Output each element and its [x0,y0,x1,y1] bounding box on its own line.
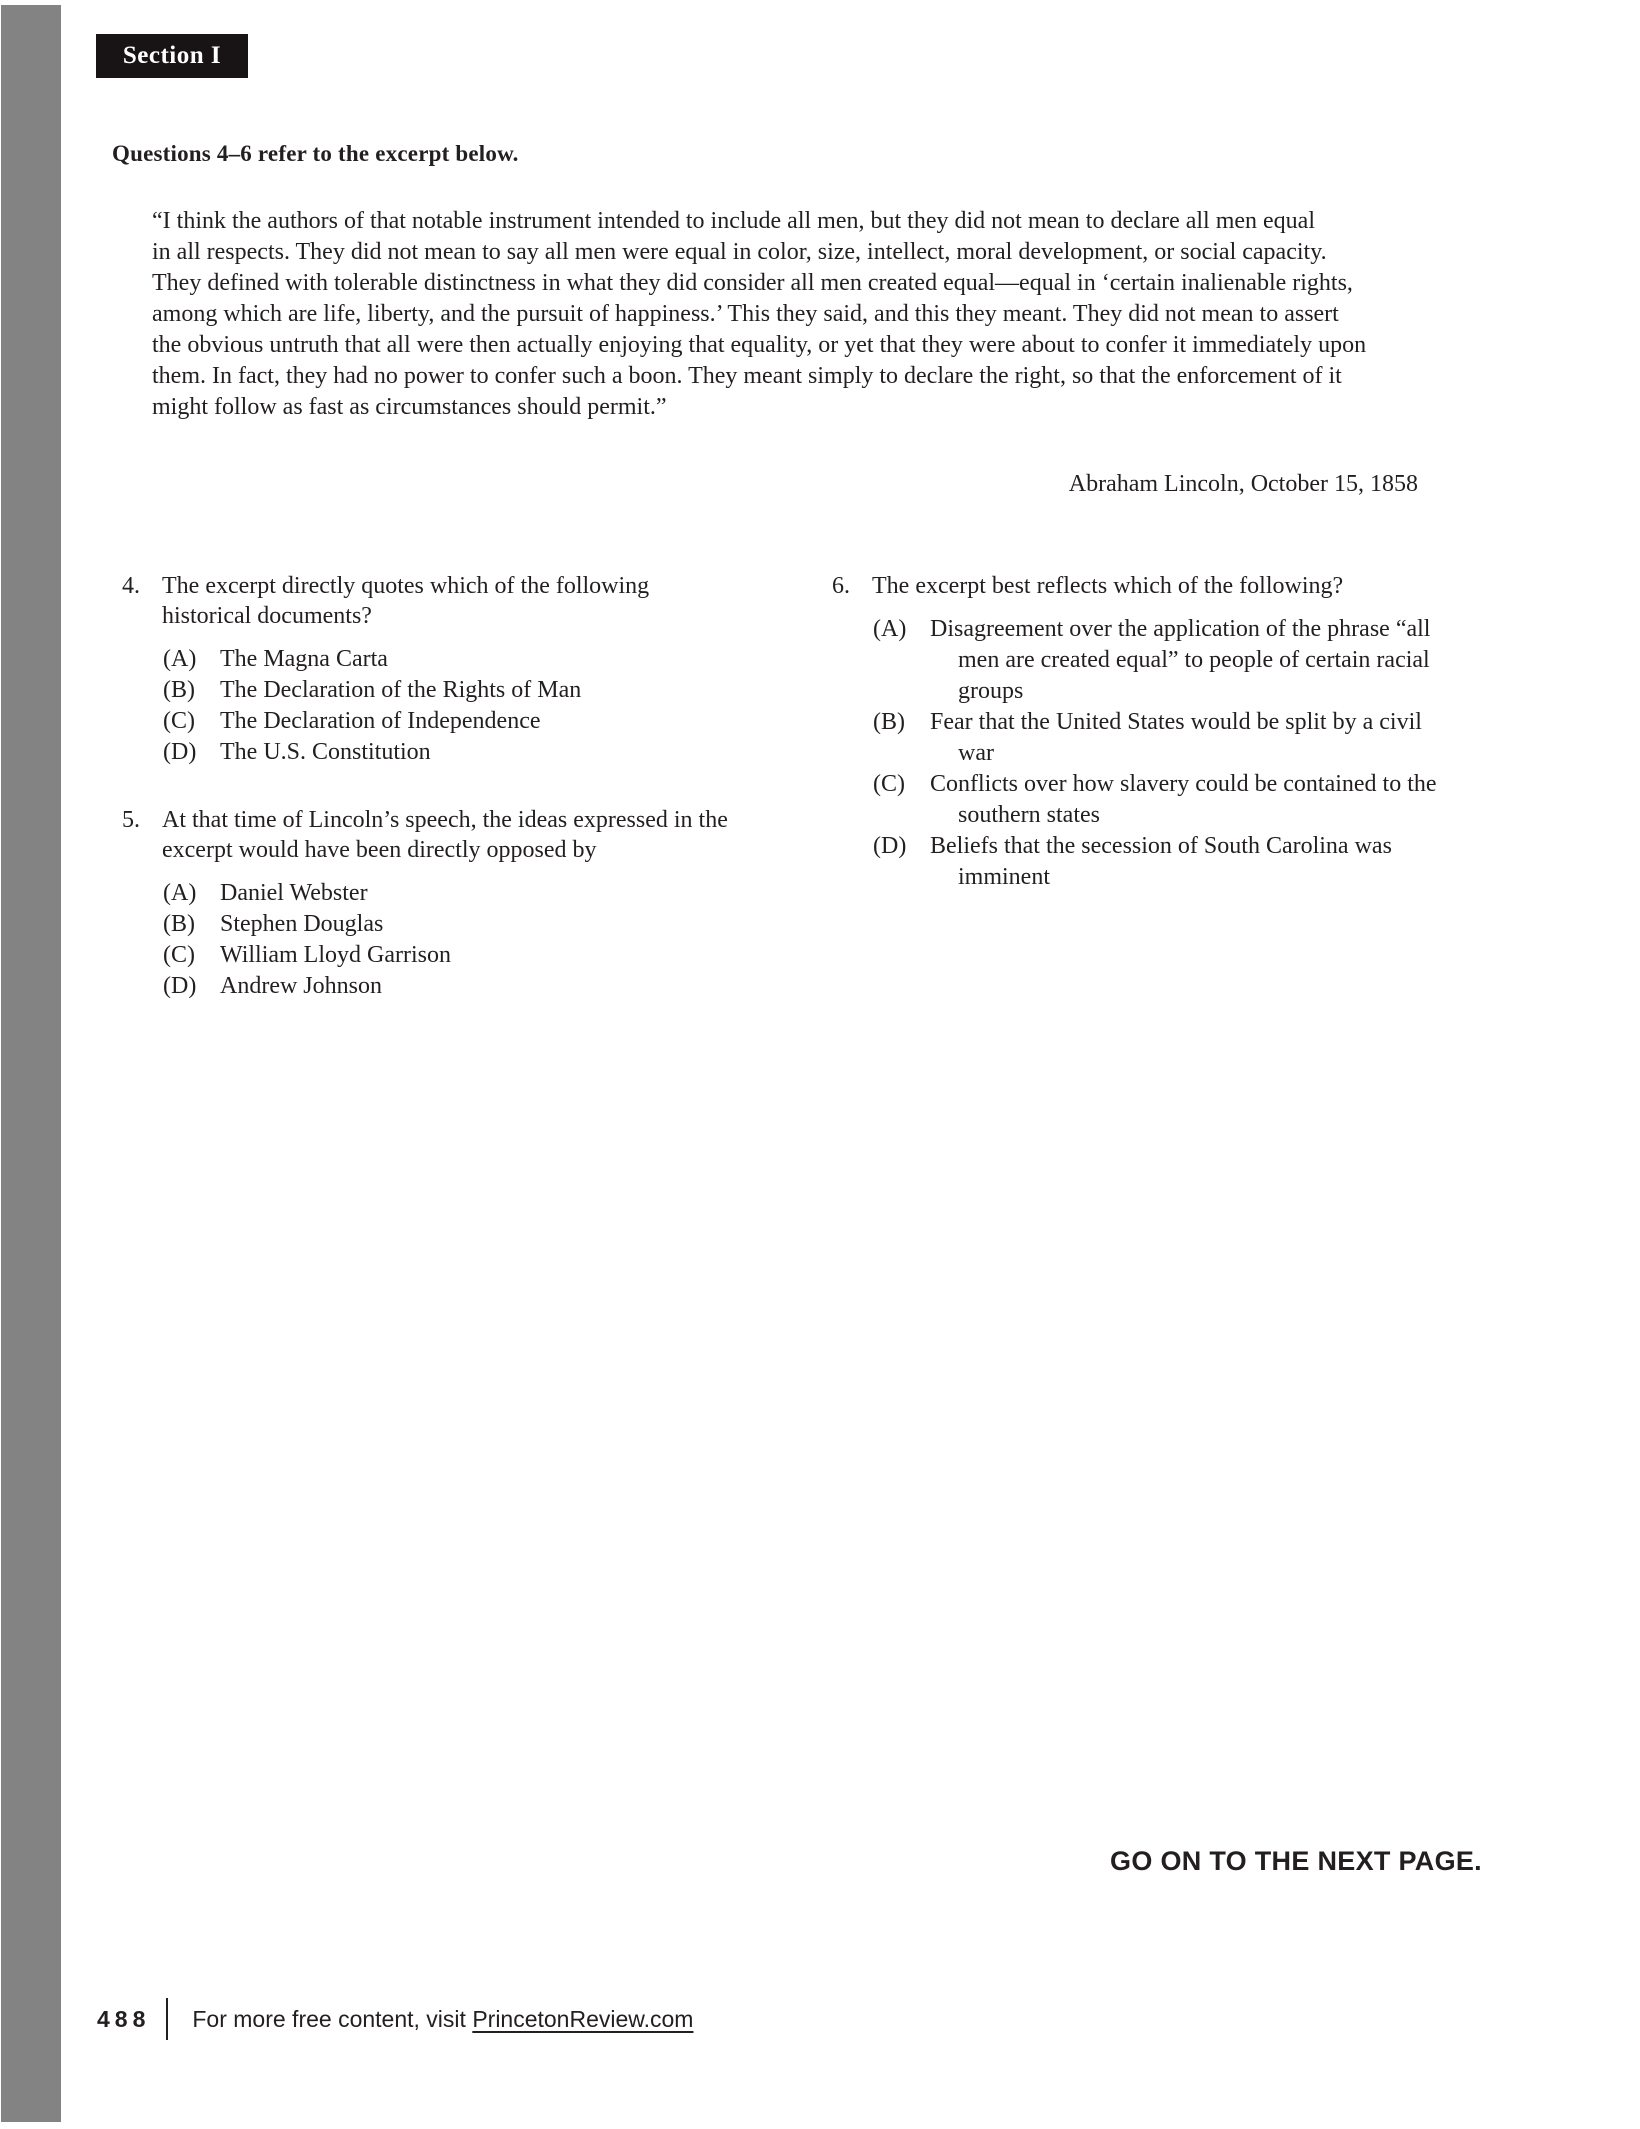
page-footer [97,1996,693,2042]
option-text [930,769,1437,831]
question-5 [122,805,817,1002]
text-line: William Lloyd Garrison [220,942,451,968]
option-text [220,675,581,706]
option-d [163,971,817,1002]
option-text [220,706,541,737]
text-line: At that time of Lincoln’s speech, the ideas expressed in the [162,807,728,833]
question-number: 5. [122,807,140,833]
text-line: The Declaration of the Rights of Man [220,677,582,703]
option-d [163,737,817,768]
question-number: 6. [832,573,850,599]
option-b [873,707,1477,769]
option-text [930,831,1392,893]
option-b [163,909,817,940]
questions-column-right [832,571,1477,893]
text-line: southern states [958,802,1100,828]
answer-options [163,878,817,1002]
text-line: The Declaration of Independence [220,708,541,734]
text-line: Disagreement over the application of the phrase “all [930,616,1431,642]
option-b [163,675,817,706]
question-4 [122,571,817,768]
text-line: excerpt would have been directly opposed by [162,837,597,863]
text-line: Fear that the United States would be split by a civil [930,709,1422,735]
text-line: The Magna Carta [220,646,388,672]
text-line: the obvious untruth that all were then actually enjoying that equality, or yet that they were about to confer it immediately upon [152,332,1367,358]
text-line: The excerpt directly quotes which of the following [162,573,650,599]
option-label: (B) [163,677,195,703]
excerpt-block [152,206,1492,423]
text-line: war [958,740,994,766]
text-line: Conflicts over how slavery could be contained to the [930,771,1437,797]
excerpt-attribution: Abraham Lincoln, October 15, 1858 [1068,471,1418,497]
option-text [220,909,383,940]
section-badge [96,34,248,78]
question-text [162,571,817,631]
text-line: They defined with tolerable distinctness in what they did consider all men created equal—equal in ‘certain inalienable rights, [152,270,1353,296]
option-text [930,614,1430,707]
text-line: Stephen Douglas [220,911,384,937]
option-label: (B) [163,911,195,937]
option-text [220,878,368,909]
answer-options [163,644,817,768]
footer-divider [166,1998,168,2040]
option-text [220,971,382,1002]
option-label: (D) [163,739,197,765]
question-6 [832,571,1477,893]
option-text [220,644,388,675]
text-line: groups [958,678,1024,704]
section-badge-label: Section I [122,42,222,69]
option-a [163,878,817,909]
text-line: The U.S. Constitution [220,739,431,765]
answer-options [873,614,1477,893]
option-label: (D) [163,973,197,999]
option-label: (D) [873,833,907,859]
option-text [930,707,1422,769]
option-c [873,769,1477,831]
option-a [163,644,817,675]
text-line: historical documents? [162,603,372,629]
page-edge-gray-bar [1,5,61,2122]
footer-text [192,2006,693,2033]
question-text [872,571,1477,601]
option-label: (B) [873,709,905,735]
option-a [873,614,1477,707]
text-line: “I think the authors of that notable instrument intended to include all men, but they did not mean to declare all men equal [152,208,1316,234]
page-number: 488 [97,2005,151,2032]
footer-message: For more free content, visit [192,2005,473,2032]
text-line: imminent [958,864,1050,890]
text-line: men are created equal” to people of certain racial [958,647,1430,673]
text-line: them. In fact, they had no power to confer such a boon. They meant simply to declare the right, so that the enforcement of it [152,363,1342,389]
option-label: (C) [873,771,905,797]
text-line: in all respects. They did not mean to say all men were equal in color, size, intellect, moral development, or social capacity. [152,239,1327,265]
text-line: might follow as fast as circumstances should permit.” [152,394,667,420]
option-label: (A) [163,880,197,906]
option-label: (A) [873,616,907,642]
option-d [873,831,1477,893]
text-line: Daniel Webster [220,880,368,906]
go-on-notice: GO ON TO THE NEXT PAGE. [1110,1846,1482,1876]
princeton-review-link[interactable]: PrincetonReview.com [472,2005,694,2032]
question-text [162,805,817,865]
question-number: 4. [122,573,140,599]
option-label: (A) [163,646,197,672]
text-line: Beliefs that the secession of South Carolina was [930,833,1392,859]
text-line: Andrew Johnson [220,973,382,999]
option-c [163,940,817,971]
option-text [220,737,431,768]
option-text [220,940,451,971]
option-label: (C) [163,708,195,734]
text-line: The excerpt best reflects which of the following? [872,573,1344,599]
option-c [163,706,817,737]
questions-column-left [122,571,817,1002]
option-label: (C) [163,942,195,968]
questions-instruction: Questions 4–6 refer to the excerpt below. [112,141,519,166]
text-line: among which are life, liberty, and the pursuit of happiness.’ This they said, and this they meant. They did not mean to assert [152,301,1339,327]
